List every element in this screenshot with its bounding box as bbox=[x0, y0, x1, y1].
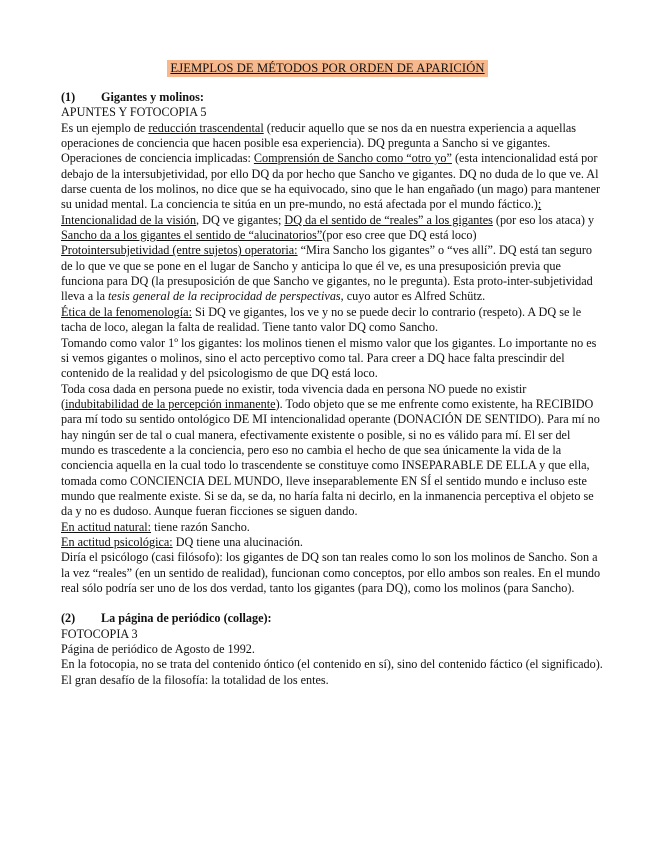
section-1-number: (1) bbox=[61, 90, 76, 104]
section-2-source: FOTOCOPIA 3 bbox=[61, 626, 138, 641]
section-2-paragraph-2: En la fotocopia, no se trata del contenido óntico (el contenido en sí), sino del contenido fáctico (el significado). bbox=[61, 657, 603, 672]
document-title: EJEMPLOS DE MÉTODOS POR ORDEN DE APARICIÓN bbox=[167, 60, 487, 77]
section-1-heading bbox=[61, 90, 606, 105]
section-2-paragraph-3: El gran desafío de la filosofía: la totalidad de los entes. bbox=[61, 672, 329, 687]
text-run: (por eso cree que DQ está loco) bbox=[322, 228, 477, 243]
term-etica-fenomenologia: Ética de la fenomenología: bbox=[61, 304, 192, 319]
section-2-number: (2) bbox=[61, 611, 76, 626]
text-run: Toda cosa dada en persona puede no existir, toda vivencia dada en persona NO puede no existir ( bbox=[61, 381, 527, 411]
text-run: Es un ejemplo de bbox=[61, 120, 149, 135]
term-actitud-psicologica: En actitud psicológica: bbox=[61, 534, 173, 549]
term-indubitabilidad: indubitabilidad de la percepción inmanente bbox=[65, 396, 276, 411]
text-run: ). Todo objeto que se me enfrente como existente, ha RECIBIDO para mí todo su sentido ontológico DE MI intencionalidad operante (DONACIÓN DE SENTIDO). Para mí no hay ningún ser de tal o cual manera, efectivamente existente o posible, si no es válido para mí. El ser del mundo es trascedente a la conciencia, pero eso no cambia el hecho de que sea únicamente la vida de la conciencia aquella en la cual todo lo trascendente se constituye como INSEPARABLE DE ELLA y que ella, tomada como CONCIENCIA DEL MUNDO, lleve inseparablemente EN SÍ el sentido mundo e incluso este mundo que realmente existe. Si se da, se da, no haría falta ni decirlo, en la inmanencia perceptiva el objeto se da y no es dudoso. Aunque fueran ficciones se siguen dando. bbox=[61, 396, 600, 519]
section-1-title: Gigantes y molinos: bbox=[101, 90, 204, 104]
text-run: (por eso los ataca) y bbox=[492, 212, 595, 227]
section-2-title: La página de periódico (collage): bbox=[101, 611, 272, 626]
section-1-paragraph-5 bbox=[61, 382, 606, 520]
term-intencionalidad-vision: ; Intencionalidad de la visión bbox=[61, 197, 542, 227]
section-2-paragraph-1: Página de periódico de Agosto de 1992. bbox=[61, 642, 255, 657]
section-1-paragraph-7 bbox=[61, 535, 606, 550]
text-run: (esta intencionalidad está por debajo de la intersubjetividad, por ello DQ da por hecho que Sancho ve gigantes. DQ no duda de lo que ve. Al darse cuenta de los molinos, no dice que se ha equivocado, sino que le han engañado (un mago) para mantener su unidad mental. La conciencia te sitúa en un pre-mundo, no está afectada por el mundo fáctico.) bbox=[61, 151, 601, 212]
section-1-paragraph-6 bbox=[61, 520, 606, 535]
text-run: Si DQ ve gigantes, los ve y no se puede decir lo contrario (respeto). A DQ se le tacha de loco, alegan la falta de realidad. Tiene tanto valor DQ como Sancho. bbox=[61, 304, 582, 335]
text-run: “Mira Sancho los gigantes” o “ves allí”. DQ está tan seguro de lo que ve que se pone en el lugar de Sancho y anticipa lo que él ve, es una presuposición previa que funciona para DQ (la presuposición de que Sancho ve gigantes, no le pregunta). Esta proto-inter-subjetividad lleva a la bbox=[61, 243, 593, 304]
title-wrap bbox=[0, 59, 655, 77]
term-comprension-otro-yo: Comprensión de Sancho como “otro yo” bbox=[253, 151, 452, 166]
text-run: (reducir aquello que se nos da en nuestra experiencia a aquellas operaciones de conciencia que hacen posible esa experiencia). DQ pregunta a Sancho si ve gigantes. Operaciones de conciencia implicadas: bbox=[61, 120, 577, 166]
section-1-paragraph-4: Tomando como valor 1º los gigantes: los molinos tienen el mismo valor que los gigantes. Lo importante no es si vemos gigantes o molinos, sino el acto perceptivo como tal. Para creer a DQ hace falta prescindir del contenido de la realidad y del psicologismo de que DQ está loco. bbox=[61, 335, 597, 381]
text-run: , DQ ve gigantes; bbox=[196, 212, 285, 227]
section-1-paragraph-2 bbox=[61, 243, 606, 304]
term-sancho-sentido-alucinatorios: Sancho da a los gigantes el sentido de “alucinatorios” bbox=[61, 228, 323, 243]
section-1-paragraph-8: Diría el psicólogo (casi filósofo): los gigantes de DQ son tan reales como lo son los molinos de Sancho. Son a la vez “reales” (en un sentido de realidad), funcionan como conceptos, por ello ambos son reales. En el mundo real sólo podría ser uno de los dos verdad, tanto los gigantes (para DQ), como los molinos (para Sancho). bbox=[61, 550, 601, 595]
section-1-source: APUNTES Y FOTOCOPIA 5 bbox=[61, 105, 207, 120]
term-reduccion-trascendental: reducción trascendental bbox=[148, 120, 264, 135]
term-dq-sentido-reales: DQ da el sentido de “reales” a los gigantes bbox=[284, 212, 493, 227]
term-actitud-natural: En actitud natural: bbox=[61, 519, 152, 534]
text-run: tiene razón Sancho. bbox=[151, 519, 250, 534]
section-1-paragraph-3 bbox=[61, 305, 606, 336]
section-gap bbox=[61, 596, 606, 611]
section-1-paragraph-1 bbox=[61, 121, 606, 244]
term-tesis-general: tesis general de la reciprocidad de perspectivas bbox=[108, 289, 341, 304]
document-body bbox=[61, 90, 606, 688]
text-run: DQ tiene una alucinación. bbox=[172, 534, 303, 549]
section-2-heading bbox=[61, 611, 606, 626]
term-protointersubjetividad: Protointersubjetividad (entre sujetos) operatoria: bbox=[61, 243, 298, 258]
text-run: , cuyo autor es Alfred Schütz. bbox=[340, 289, 486, 304]
